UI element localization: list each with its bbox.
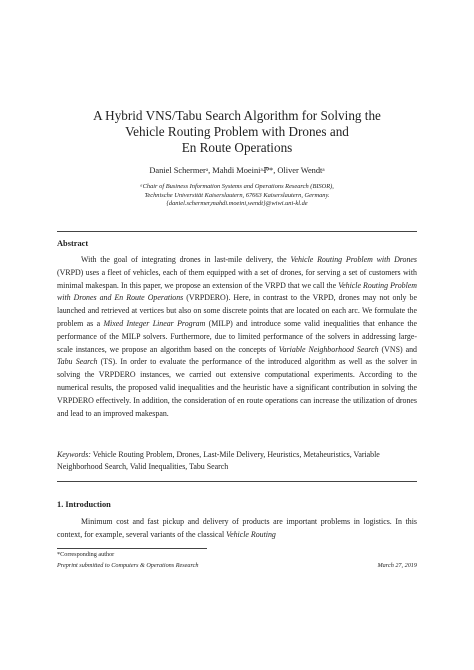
intro-emphasis: Vehicle Routing xyxy=(226,529,276,539)
abstract-emphasis: Tabu Search xyxy=(57,357,98,367)
footnote-rule xyxy=(57,548,207,549)
introduction-text xyxy=(57,516,417,542)
affiliation xyxy=(50,183,424,209)
intro-text-run: Minimum cost and fast pickup and delivery of products are important problems in logistics. In this context, for example, several variants of the classical xyxy=(57,517,417,539)
author-list: Daniel Schermerᵃ, Mahdi MoeiniᵃⰒ*, Oliver Wendtᵃ xyxy=(149,166,325,175)
title-line-2: Vehicle Routing Problem with Drones and xyxy=(125,124,349,139)
abstract-text-run: With the goal of integrating drones in last-mile delivery, the xyxy=(81,255,291,264)
abstract-text-run: (TS). In order to evaluate the performance of the introduced algorithm as well as the solver in solving the VRPDERO instances, we carried out extensive computational experiments. According to the numerical results, the proposed valid inequalities and the heuristic have a significant contribution in solving the VRPDERO effectively. In addition, the consideration of en route operations can increase the utilization of drones and lead to an improved makespan. xyxy=(57,357,417,418)
abstract-heading: Abstract xyxy=(57,239,89,248)
abstract-emphasis: Mixed Integer Linear Program xyxy=(103,318,206,328)
keywords-label: Keywords: xyxy=(57,450,91,459)
affiliation-line-2: Technische Universität Kaiserslautern, 67663 Kaiserslautern, Germany. xyxy=(144,191,330,199)
abstract-emphasis: Variable Neighborhood Search xyxy=(278,344,379,354)
title-line-1: A Hybrid VNS/Tabu Search Algorithm for Solving the xyxy=(93,108,381,123)
keywords-text: Vehicle Routing Problem, Drones, Last-Mile Delivery, Heuristics, Metaheuristics, Variable Neighborhood Search, Valid Inequalities, Tabu Search xyxy=(57,450,380,472)
keywords xyxy=(57,449,417,474)
abstract-text xyxy=(57,254,417,420)
abstract-text-run: (MILP) and introduce some valid inequalities that enhance the performance of the MILP solvers. Furthermore, due to limited performance of the solvers in addressing large-scale instances, we propose an algorithm based on the concepts of xyxy=(57,318,417,354)
footnote-corresponding-author: *Corresponding author xyxy=(57,551,115,558)
title-line-3: En Route Operations xyxy=(181,140,293,155)
affiliation-line-1: ᵃChair of Business Information Systems and Operations Research (BISOR), xyxy=(140,183,334,190)
abstract-text-run: (VNS) and xyxy=(378,344,417,354)
paper-title xyxy=(60,108,414,156)
section-heading-introduction: 1. Introduction xyxy=(57,500,111,509)
abstract-emphasis: Vehicle Routing Problem with Drones xyxy=(290,255,418,264)
preprint-date: March 27, 2019 xyxy=(377,562,417,569)
abstract-text-run: (VRPD) uses a fleet of vehicles, each of them equipped with a set of drones, for serving a set of customers with minimal makespan. In this paper, we propose an extension of the VRPD that we call the xyxy=(57,267,417,290)
preprint-note: Preprint submitted to Computers & Operations Research xyxy=(57,562,199,569)
affiliation-emails: {daniel.schermer,mahdi.moeini,wendt}@wiwi.uni-kl.de xyxy=(166,200,308,208)
abstract-top-rule xyxy=(57,231,417,232)
abstract-text-run: (VRPDERO). Here, in contrast to the VRPD, drones may not only be launched and retrieved at vertices but also on some discrete points that are located on each arc. We formulate the problem as a xyxy=(57,293,417,328)
abstract-bottom-rule xyxy=(57,481,417,482)
abstract-emphasis: Vehicle Routing Problem with Drones and En Route Operations xyxy=(57,280,417,303)
